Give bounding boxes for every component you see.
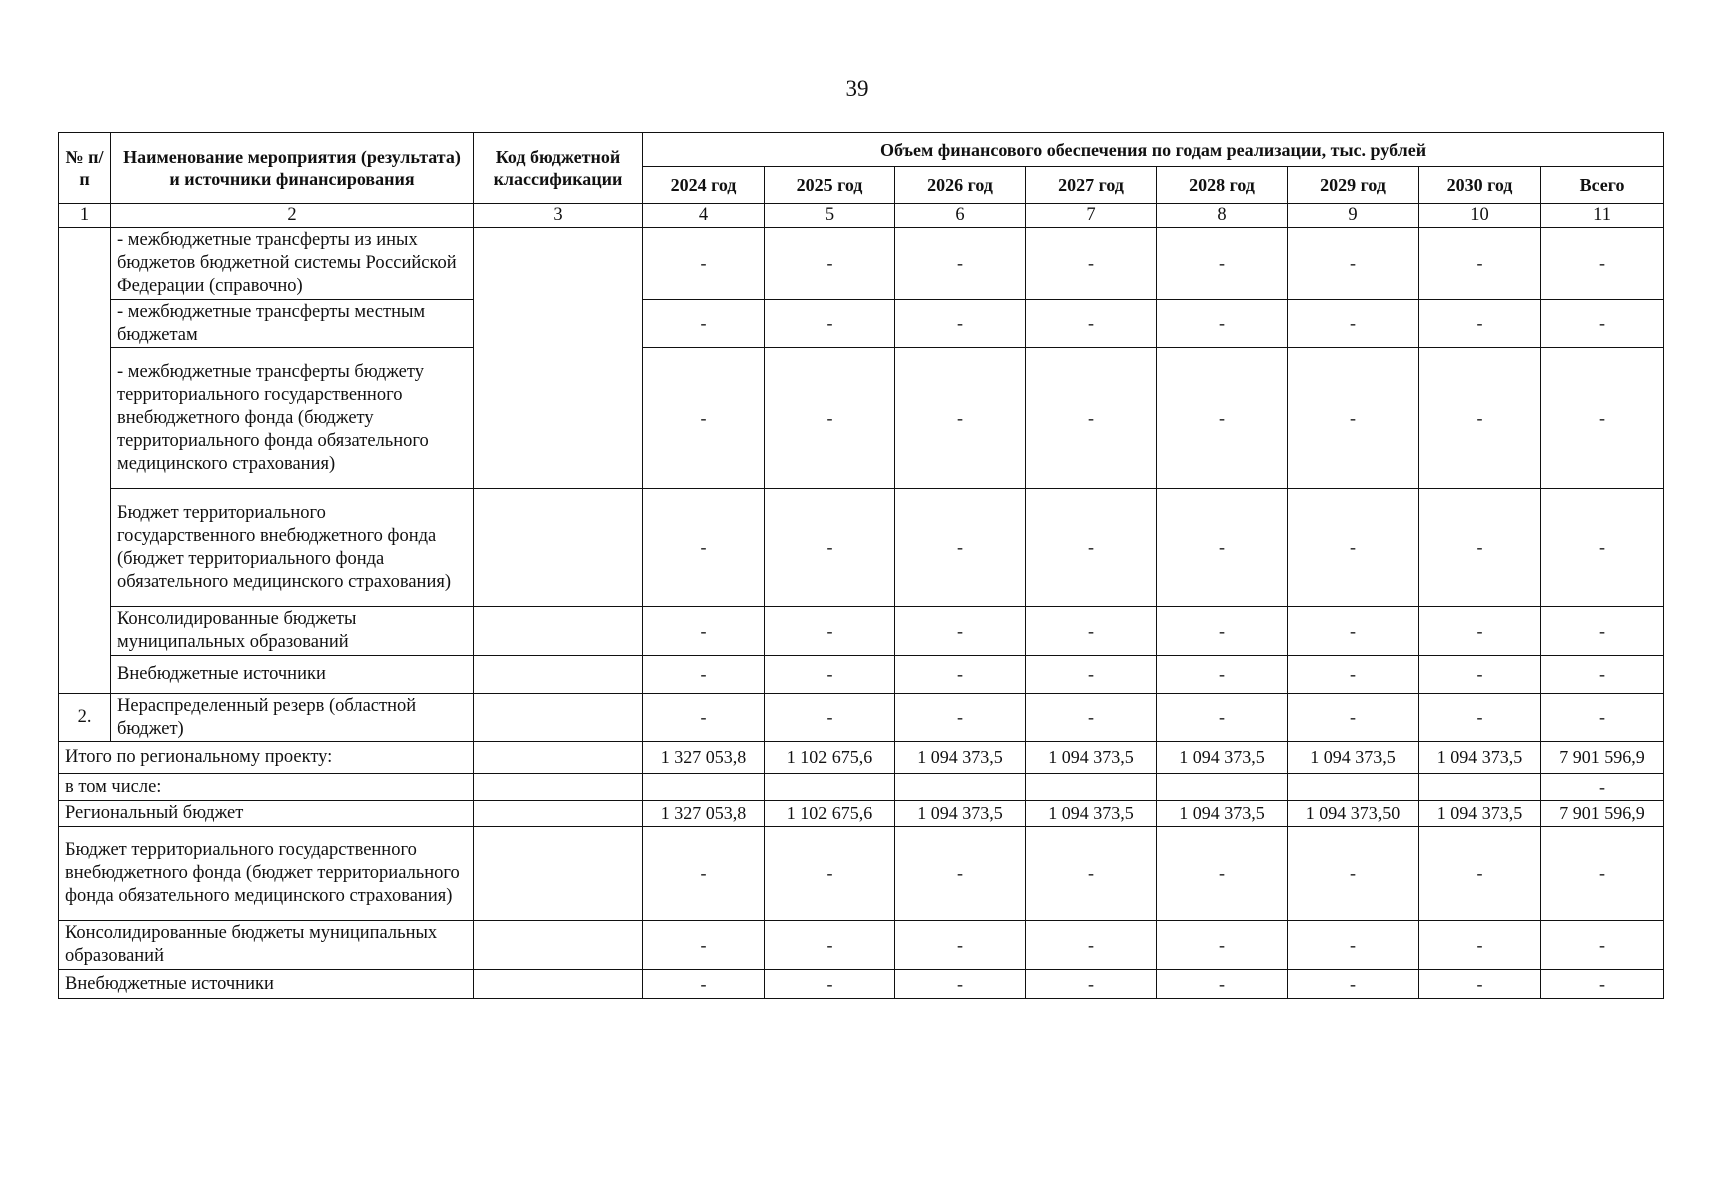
column-index: 4	[643, 204, 765, 228]
value-cell: -	[1026, 656, 1157, 694]
table-row	[59, 694, 1664, 742]
value-cell: 7 901 596,9	[1541, 801, 1664, 827]
value-cell: -	[1157, 348, 1288, 489]
total-row-name: Региональный бюджет	[59, 801, 474, 827]
budget-code-cell	[474, 694, 643, 742]
value-cell: -	[1288, 228, 1419, 300]
value-cell: -	[1541, 300, 1664, 348]
value-cell: -	[765, 607, 895, 656]
value-cell: -	[765, 827, 895, 921]
value-cell: -	[765, 300, 895, 348]
value-cell: -	[895, 228, 1026, 300]
value-cell: -	[765, 921, 895, 970]
header-year: 2027 год	[1026, 167, 1157, 204]
value-cell	[1026, 774, 1157, 801]
value-cell: -	[643, 607, 765, 656]
header-total: Всего	[1541, 167, 1664, 204]
value-cell: -	[1288, 607, 1419, 656]
total-row-name: Консолидированные бюджеты муниципальных образований	[59, 921, 474, 970]
value-cell: -	[895, 607, 1026, 656]
value-cell: 1 094 373,5	[1419, 801, 1541, 827]
column-index: 3	[474, 204, 643, 228]
budget-code-cell	[474, 489, 643, 607]
budget-code-cell	[474, 970, 643, 999]
column-index: 11	[1541, 204, 1664, 228]
total-row-name: Итого по региональному проекту:	[59, 742, 474, 774]
value-cell: -	[765, 694, 895, 742]
value-cell: -	[1026, 827, 1157, 921]
budget-code-cell	[474, 921, 643, 970]
budget-code-cell	[474, 827, 643, 921]
table-row	[59, 300, 1664, 348]
value-cell: -	[1541, 656, 1664, 694]
header-year: 2026 год	[895, 167, 1026, 204]
value-cell: -	[643, 228, 765, 300]
value-cell: -	[1541, 348, 1664, 489]
total-row	[59, 801, 1664, 827]
row-name: Внебюджетные источники	[111, 656, 474, 694]
row-name: - межбюджетные трансферты местным бюджетам	[111, 300, 474, 348]
value-cell: -	[1157, 827, 1288, 921]
page-number: 39	[845, 76, 869, 101]
column-index: 10	[1419, 204, 1541, 228]
header-year: 2028 год	[1157, 167, 1288, 204]
budget-code-cell	[474, 228, 643, 489]
value-cell: 1 094 373,5	[1157, 801, 1288, 827]
value-cell: -	[1026, 970, 1157, 999]
value-cell: -	[1157, 694, 1288, 742]
value-cell: -	[1288, 921, 1419, 970]
value-cell: -	[1026, 348, 1157, 489]
row-name: - межбюджетные трансферты из иных бюджетов бюджетной системы Российской Федерации (справочно)	[111, 228, 474, 300]
value-cell: -	[895, 489, 1026, 607]
value-cell	[1157, 774, 1288, 801]
value-cell: -	[895, 348, 1026, 489]
value-cell: -	[1419, 489, 1541, 607]
budget-code-cell	[474, 774, 643, 801]
value-cell: -	[643, 921, 765, 970]
value-cell: -	[895, 656, 1026, 694]
value-cell: -	[1541, 607, 1664, 656]
value-cell: 1 327 053,8	[643, 742, 765, 774]
table-row	[59, 228, 1664, 300]
value-cell	[1419, 774, 1541, 801]
total-row-name: в том числе:	[59, 774, 474, 801]
value-cell: -	[1026, 300, 1157, 348]
total-row-name: Бюджет территориального государственного внебюджетного фонда (бюджет территориального фонда обязательного медицинского страхования)	[59, 827, 474, 921]
value-cell: -	[895, 827, 1026, 921]
value-cell: -	[765, 489, 895, 607]
header-year: 2029 год	[1288, 167, 1419, 204]
value-cell: -	[1157, 489, 1288, 607]
table-row	[59, 607, 1664, 656]
value-cell: -	[1288, 970, 1419, 999]
value-cell: -	[765, 656, 895, 694]
value-cell: -	[1026, 489, 1157, 607]
value-cell	[1288, 774, 1419, 801]
budget-code-cell	[474, 607, 643, 656]
value-cell: 1 094 373,5	[1026, 801, 1157, 827]
row-name: - межбюджетные трансферты бюджету территориального государственного внебюджетного фонда (бюджету территориального фонда обязательного медицинского страхования)	[111, 348, 474, 489]
header-year: 2024 год	[643, 167, 765, 204]
value-cell: -	[1541, 228, 1664, 300]
value-cell: -	[1541, 694, 1664, 742]
value-cell: -	[1026, 228, 1157, 300]
value-cell: -	[895, 694, 1026, 742]
header-no: № п/п	[59, 133, 111, 204]
value-cell: 1 094 373,5	[1026, 742, 1157, 774]
value-cell: -	[643, 970, 765, 999]
value-cell: -	[1288, 300, 1419, 348]
total-row	[59, 742, 1664, 774]
column-index: 2	[111, 204, 474, 228]
value-cell: -	[765, 348, 895, 489]
total-row-name: Внебюджетные источники	[59, 970, 474, 999]
column-index: 7	[1026, 204, 1157, 228]
value-cell: -	[1419, 228, 1541, 300]
total-row	[59, 921, 1664, 970]
value-cell: -	[1157, 970, 1288, 999]
budget-code-cell	[474, 656, 643, 694]
value-cell: -	[1288, 827, 1419, 921]
table-row	[59, 656, 1664, 694]
value-cell: -	[1288, 489, 1419, 607]
value-cell: -	[1541, 774, 1664, 801]
row-name: Бюджет территориального государственного внебюджетного фонда (бюджет территориального фонда обязательного медицинского страхования)	[111, 489, 474, 607]
value-cell: -	[643, 348, 765, 489]
column-index: 9	[1288, 204, 1419, 228]
value-cell: -	[643, 656, 765, 694]
value-cell: 7 901 596,9	[1541, 742, 1664, 774]
column-index: 1	[59, 204, 111, 228]
value-cell	[765, 774, 895, 801]
value-cell	[643, 774, 765, 801]
value-cell: -	[1419, 827, 1541, 921]
value-cell: -	[1419, 970, 1541, 999]
header-funding-group: Объем финансового обеспечения по годам реализации, тыс. рублей	[643, 133, 1664, 167]
table-row	[59, 348, 1664, 489]
column-index: 5	[765, 204, 895, 228]
value-cell: 1 102 675,6	[765, 742, 895, 774]
value-cell: -	[895, 300, 1026, 348]
value-cell: -	[765, 970, 895, 999]
row-number: 2.	[59, 694, 111, 742]
value-cell: -	[1541, 827, 1664, 921]
value-cell: -	[643, 827, 765, 921]
column-index: 8	[1157, 204, 1288, 228]
value-cell: -	[1026, 607, 1157, 656]
row-name: Консолидированные бюджеты муниципальных образований	[111, 607, 474, 656]
total-row	[59, 827, 1664, 921]
budget-code-cell	[474, 801, 643, 827]
value-cell: -	[643, 694, 765, 742]
value-cell: -	[765, 228, 895, 300]
value-cell: -	[1541, 921, 1664, 970]
value-cell: 1 327 053,8	[643, 801, 765, 827]
header-name: Наименование мероприятия (результата) и источники финансирования	[111, 133, 474, 204]
value-cell: -	[643, 300, 765, 348]
table-row	[59, 489, 1664, 607]
value-cell: -	[1419, 694, 1541, 742]
value-cell: -	[1157, 228, 1288, 300]
value-cell: -	[1541, 970, 1664, 999]
value-cell	[895, 774, 1026, 801]
value-cell: -	[1157, 921, 1288, 970]
value-cell: -	[895, 970, 1026, 999]
value-cell: -	[643, 489, 765, 607]
value-cell: 1 094 373,5	[1157, 742, 1288, 774]
budget-code-cell	[474, 742, 643, 774]
total-row	[59, 970, 1664, 999]
column-index: 6	[895, 204, 1026, 228]
value-cell: -	[1157, 656, 1288, 694]
value-cell: 1 094 373,5	[1288, 742, 1419, 774]
value-cell: 1 094 373,5	[895, 742, 1026, 774]
header-year: 2025 год	[765, 167, 895, 204]
value-cell: -	[1419, 656, 1541, 694]
financing-table	[58, 132, 1664, 999]
value-cell: -	[1157, 300, 1288, 348]
value-cell: 1 094 373,5	[1419, 742, 1541, 774]
value-cell: -	[895, 921, 1026, 970]
value-cell: -	[1157, 607, 1288, 656]
value-cell: -	[1419, 607, 1541, 656]
value-cell: 1 102 675,6	[765, 801, 895, 827]
value-cell: 1 094 373,50	[1288, 801, 1419, 827]
value-cell: -	[1288, 348, 1419, 489]
row-number-cell	[59, 228, 111, 694]
total-row	[59, 774, 1664, 801]
value-cell: 1 094 373,5	[895, 801, 1026, 827]
value-cell: -	[1288, 656, 1419, 694]
header-code: Код бюджетной классификации	[474, 133, 643, 204]
value-cell: -	[1419, 921, 1541, 970]
value-cell: -	[1541, 489, 1664, 607]
value-cell: -	[1288, 694, 1419, 742]
header-year: 2030 год	[1419, 167, 1541, 204]
value-cell: -	[1419, 300, 1541, 348]
value-cell: -	[1026, 694, 1157, 742]
value-cell: -	[1419, 348, 1541, 489]
value-cell: -	[1026, 921, 1157, 970]
row-name: Нераспределенный резерв (областной бюджет)	[111, 694, 474, 742]
